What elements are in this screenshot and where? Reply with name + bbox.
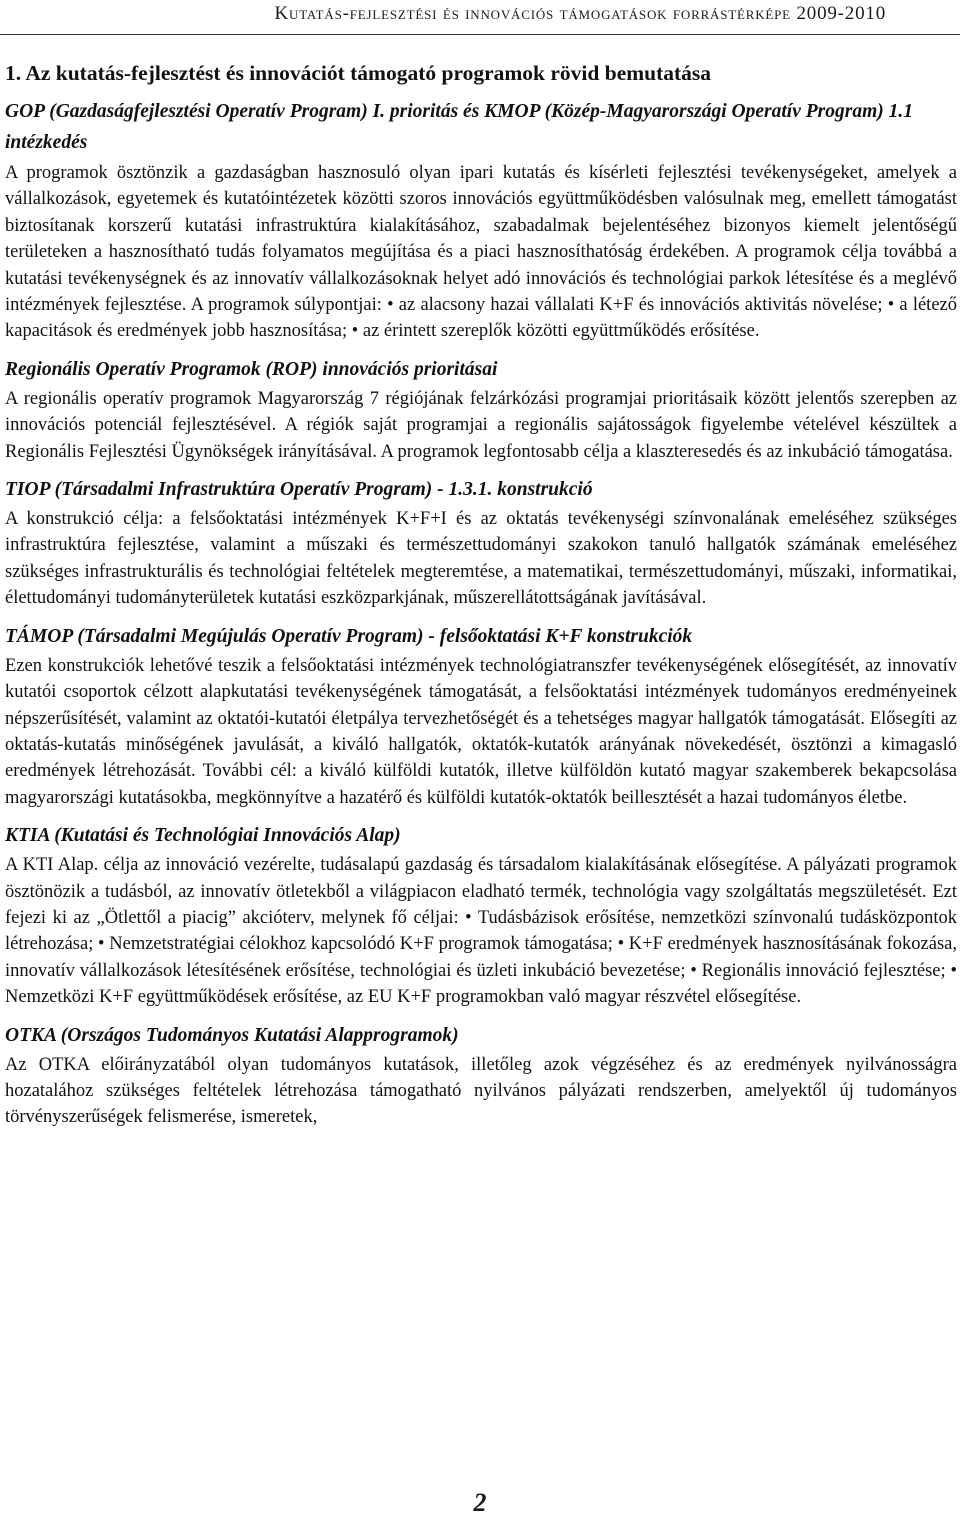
page-number: 2 xyxy=(473,1488,487,1517)
ktia-text: A KTI Alap. célja az innováció vezérelte, tudásalapú gazdaság és társadalom kialakításának elősegítése. A pályázati programok ösztönözik a tudásból, az innovatív ötletekből a világpiacon eladható termék, technológia vagy szolgáltatás megszületését. Ezt fejezi ki az „Ötlettől a piacig” akcióterv, melynek fő céljai: • Tudásbázisok erősítése, nemzetközi színvonalú tudásközpontok létrehozása; • Nemzetstratégiai célokhoz kapcsolódó K+F programok támogatása; • K+F eredmények hasznosításának fokozása, innovatív vállalkozások létesítésének erősítése, technológiai és üzleti inkubáció bevezetése; • Regionális innováció fejlesztése; • Nemzetközi K+F együttműködések erősítése, az EU K+F programokban való magyar részvétel elősegítése. xyxy=(5,855,957,1008)
gop-title: GOP (Gazdaságfejlesztési Operatív Program) I. prioritás és KMOP (Közép-Magyarországi Operatív Program) 1.1 intézkedés xyxy=(5,101,913,153)
otka-title: OTKA (Országos Tudományos Kutatási Alapprogramok) xyxy=(5,1024,459,1046)
tamop-title: TÁMOP (Társadalmi Megújulás Operatív Program) - felsőoktatási K+F konstrukciók xyxy=(5,625,693,647)
ktia-title: KTIA (Kutatási és Technológiai Innovációs Alap) xyxy=(5,825,401,847)
running-header: Kutatás-fejlesztési és innovációs támogatások forrástérképe 2009-2010 xyxy=(274,3,886,24)
rop-text: A regionális operatív programok Magyarország 7 régiójának felzárkózási programjai prioritásaik között jelentős szerepben az innovációs potenciál fejlesztésével. A régiók saját programjai a regionális sajátosságok figyelembe vételével készültek a Regionális Fejlesztési Ügynökségek irányításával. A programok legfontosabb célja a klaszteresedés és az inkubáció támogatása. xyxy=(5,388,957,462)
tiop-text: A konstrukció célja: a felsőoktatási intézmények K+F+I és az oktatás tevékenységi színvonalának emeléséhez szükséges infrastruktúra fejlesztése, valamint a műszaki és természettudományi szakokon tanuló hallgatók számának emeléséhez szükséges infrastrukturális és technológiai feltételek megteremtése, a matematikai, természettudományi, műszaki, informatikai, élettudományi tudományterületek kutatási eszközparkjának, műszerellátottságának javításával. xyxy=(5,509,957,609)
document-body xyxy=(5,58,957,1141)
gop-text: A programok ösztönzik a gazdaságban hasznosuló olyan ipari kutatás és kísérleti fejlesztési tevékenységeket, amelyek a vállalkozások, egyetemek és kutatóintézetek közötti szoros innovációs együttműködésben valósulnak meg, emellett támogatást biztosítanak korszerű kutatási infrastruktúra kialakításához, szabadalmak bejelentéséhez bizonyos kiemelt jelentőségű területeken a hasznosítható tudás folyamatos megújítása és a piaci hasznosíthatóság érdekében. A programok célja továbbá a kutatási tevékenységnek és az innovatív vállalkozásoknak helyet adó innovációs és technológiai parkok létesítése és a meglévő intézmények fejlesztése. A programok súlypontjai: • az alacsony hazai vállalati K+F és innovációs aktivitás növelése; • a létező kapacitások és eredmények jobb hasznosítása; • az érintett szereplők közötti együttműködés erősítése. xyxy=(5,163,957,342)
section-heading: 1. Az kutatás-fejlesztést és innovációt támogató programok rövid bemutatása xyxy=(5,61,712,85)
tamop-text: Ezen konstrukciók lehetővé teszik a felsőoktatási intézmények technológiatranszfer tevékenységének elősegítését, az innovatív kutatói csoportok célzott alapkutatási tevékenységének támogatását, a felsőoktatási intézmények tudományos eredményeinek népszerűsítését, valamint az oktatói-kutatói életpálya tervezhetőségét és a tehetséges magyar hallgatók támogatását. Elősegíti az oktatás-kutatás minőségének javulását, a kiváló hallgatók, oktatók-kutatók arányának növekedését, ösztönzi a kimagasló eredmények létrehozását. További cél: a kiváló külföldi kutatók, illetve külföldön kutató magyar szakemberek bekapcsolása magyarországi kutatásokba, megkönnyítve a hazatérő és külföldi kutatók-oktatók beillesztését a hazai tudományos életbe. xyxy=(5,655,957,808)
otka-text: Az OTKA előirányzatából olyan tudományos kutatások, illetőleg azok végzéséhez és az eredmények nyilvánosságra hozatalához szükséges feltételek létrehozása támogatható nyilvános pályázati rendszerben, amelyektől új tudományos törvényszerűségek felismerése, ismeretek, xyxy=(5,1054,957,1128)
rop-title: Regionális Operatív Programok (ROP) innovációs prioritásai xyxy=(5,358,498,380)
header-divider xyxy=(0,34,960,35)
tiop-title: TIOP (Társadalmi Infrastruktúra Operatív Program) - 1.3.1. konstrukció xyxy=(5,479,593,501)
